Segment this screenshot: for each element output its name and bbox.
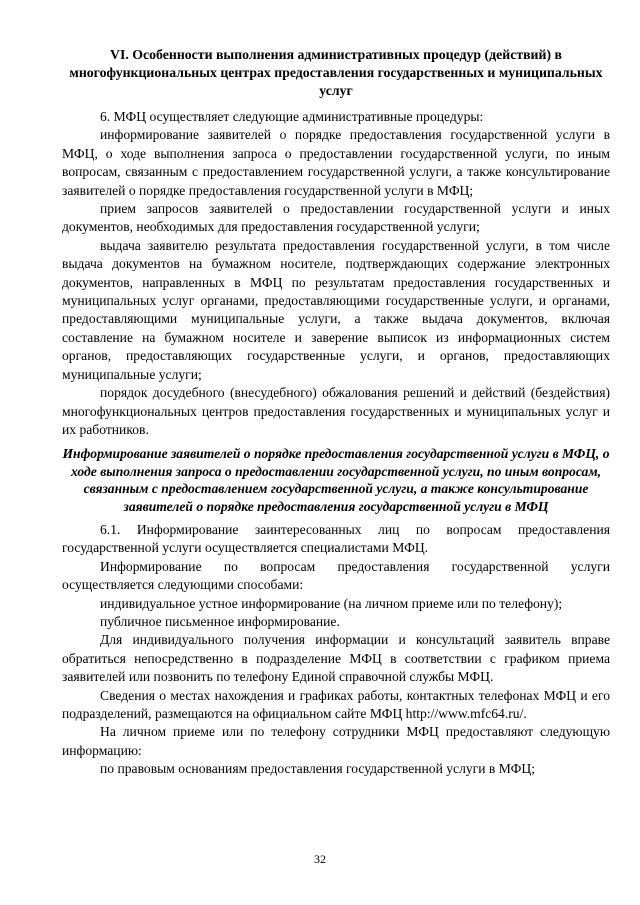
paragraph: 6. МФЦ осуществляет следующие административные процедуры: bbox=[100, 109, 484, 124]
page-number: 32 bbox=[314, 852, 326, 866]
paragraph: прием запросов заявителей о предоставлении государственной услуги и иных документов, необходимых для предоставления государственной услуги; bbox=[62, 201, 610, 235]
paragraph: Сведения о местах нахождения и графиках работы, контактных телефонах МФЦ и его подразделений, размещаются на официальном сайте МФЦ http://www.mfc64.ru/. bbox=[62, 687, 610, 721]
document-page bbox=[62, 46, 610, 779]
paragraph: публичное письменное информирование. bbox=[100, 613, 340, 629]
section-body-1 bbox=[62, 108, 610, 439]
subsection-heading: Информирование заявителей о порядке предоставления государственной услуги в МФЦ, о ходе выполнения запроса о предоставлении государственной услуги, по иным вопросам, связанным с предоставлением государственной услуги, а также консультирование заявителей о порядке предоставления государственной услуги в МФЦ bbox=[62, 446, 610, 514]
paragraph: информирование заявителей о порядке предоставления государственной услуги в МФЦ, о ходе выполнения запроса о предоставлении государственной услуги, по иным вопросам, связанным с предоставлением государственной услуги, а также консультирование заявителей о порядке предоставления государственной услуги в МФЦ; bbox=[62, 127, 610, 198]
section-body-2 bbox=[62, 521, 610, 779]
paragraph: На личном приеме или по телефону сотрудники МФЦ предоставляют следующую информацию: bbox=[62, 724, 610, 758]
paragraph: Для индивидуального получения информации и консультаций заявитель вправе обратиться непосредственно в подразделение МФЦ в соответствии с графиком приема заявителей или позвонить по телефону Единой справочной службы МФЦ. bbox=[62, 632, 610, 685]
paragraph: Информирование по вопросам предоставления государственной услуги осуществляется следующими способами: bbox=[62, 558, 610, 593]
paragraph: порядок досудебного (внесудебного) обжалования решений и действий (бездействия) многофункциональных центров предоставления государственных и муниципальных услуг и их работников. bbox=[62, 385, 610, 437]
section-heading: VI. Особенности выполнения административных процедур (действий) в многофункциональных центрах предоставления государственных и муниципальных услуг bbox=[69, 47, 603, 98]
paragraph: по правовым основаниям предоставления государственной услуги в МФЦ; bbox=[100, 761, 535, 777]
paragraph: выдача заявителю результата предоставления государственной услуги, в том числе выдача документов на бумажном носителе, подтверждающих содержание электронных документов, направленных в МФЦ по результатам предоставления государственных и муниципальных услуг органами, предоставляющими государственные услуги, и органами, предоставляющими муниципальные услуги, а также выдача документов, включая составление на бумажном носителе и заверение выписок из информационных систем органов, предоставляющих государственные услуги, и органов, предоставляющих муниципальные услуги; bbox=[62, 237, 610, 382]
paragraph: 6.1. Информирование заинтересованных лиц по вопросам предоставления государственной услуги осуществляется специалистами МФЦ. bbox=[62, 521, 610, 556]
paragraph: индивидуальное устное информирование (на личном приеме или по телефону); bbox=[100, 595, 563, 611]
